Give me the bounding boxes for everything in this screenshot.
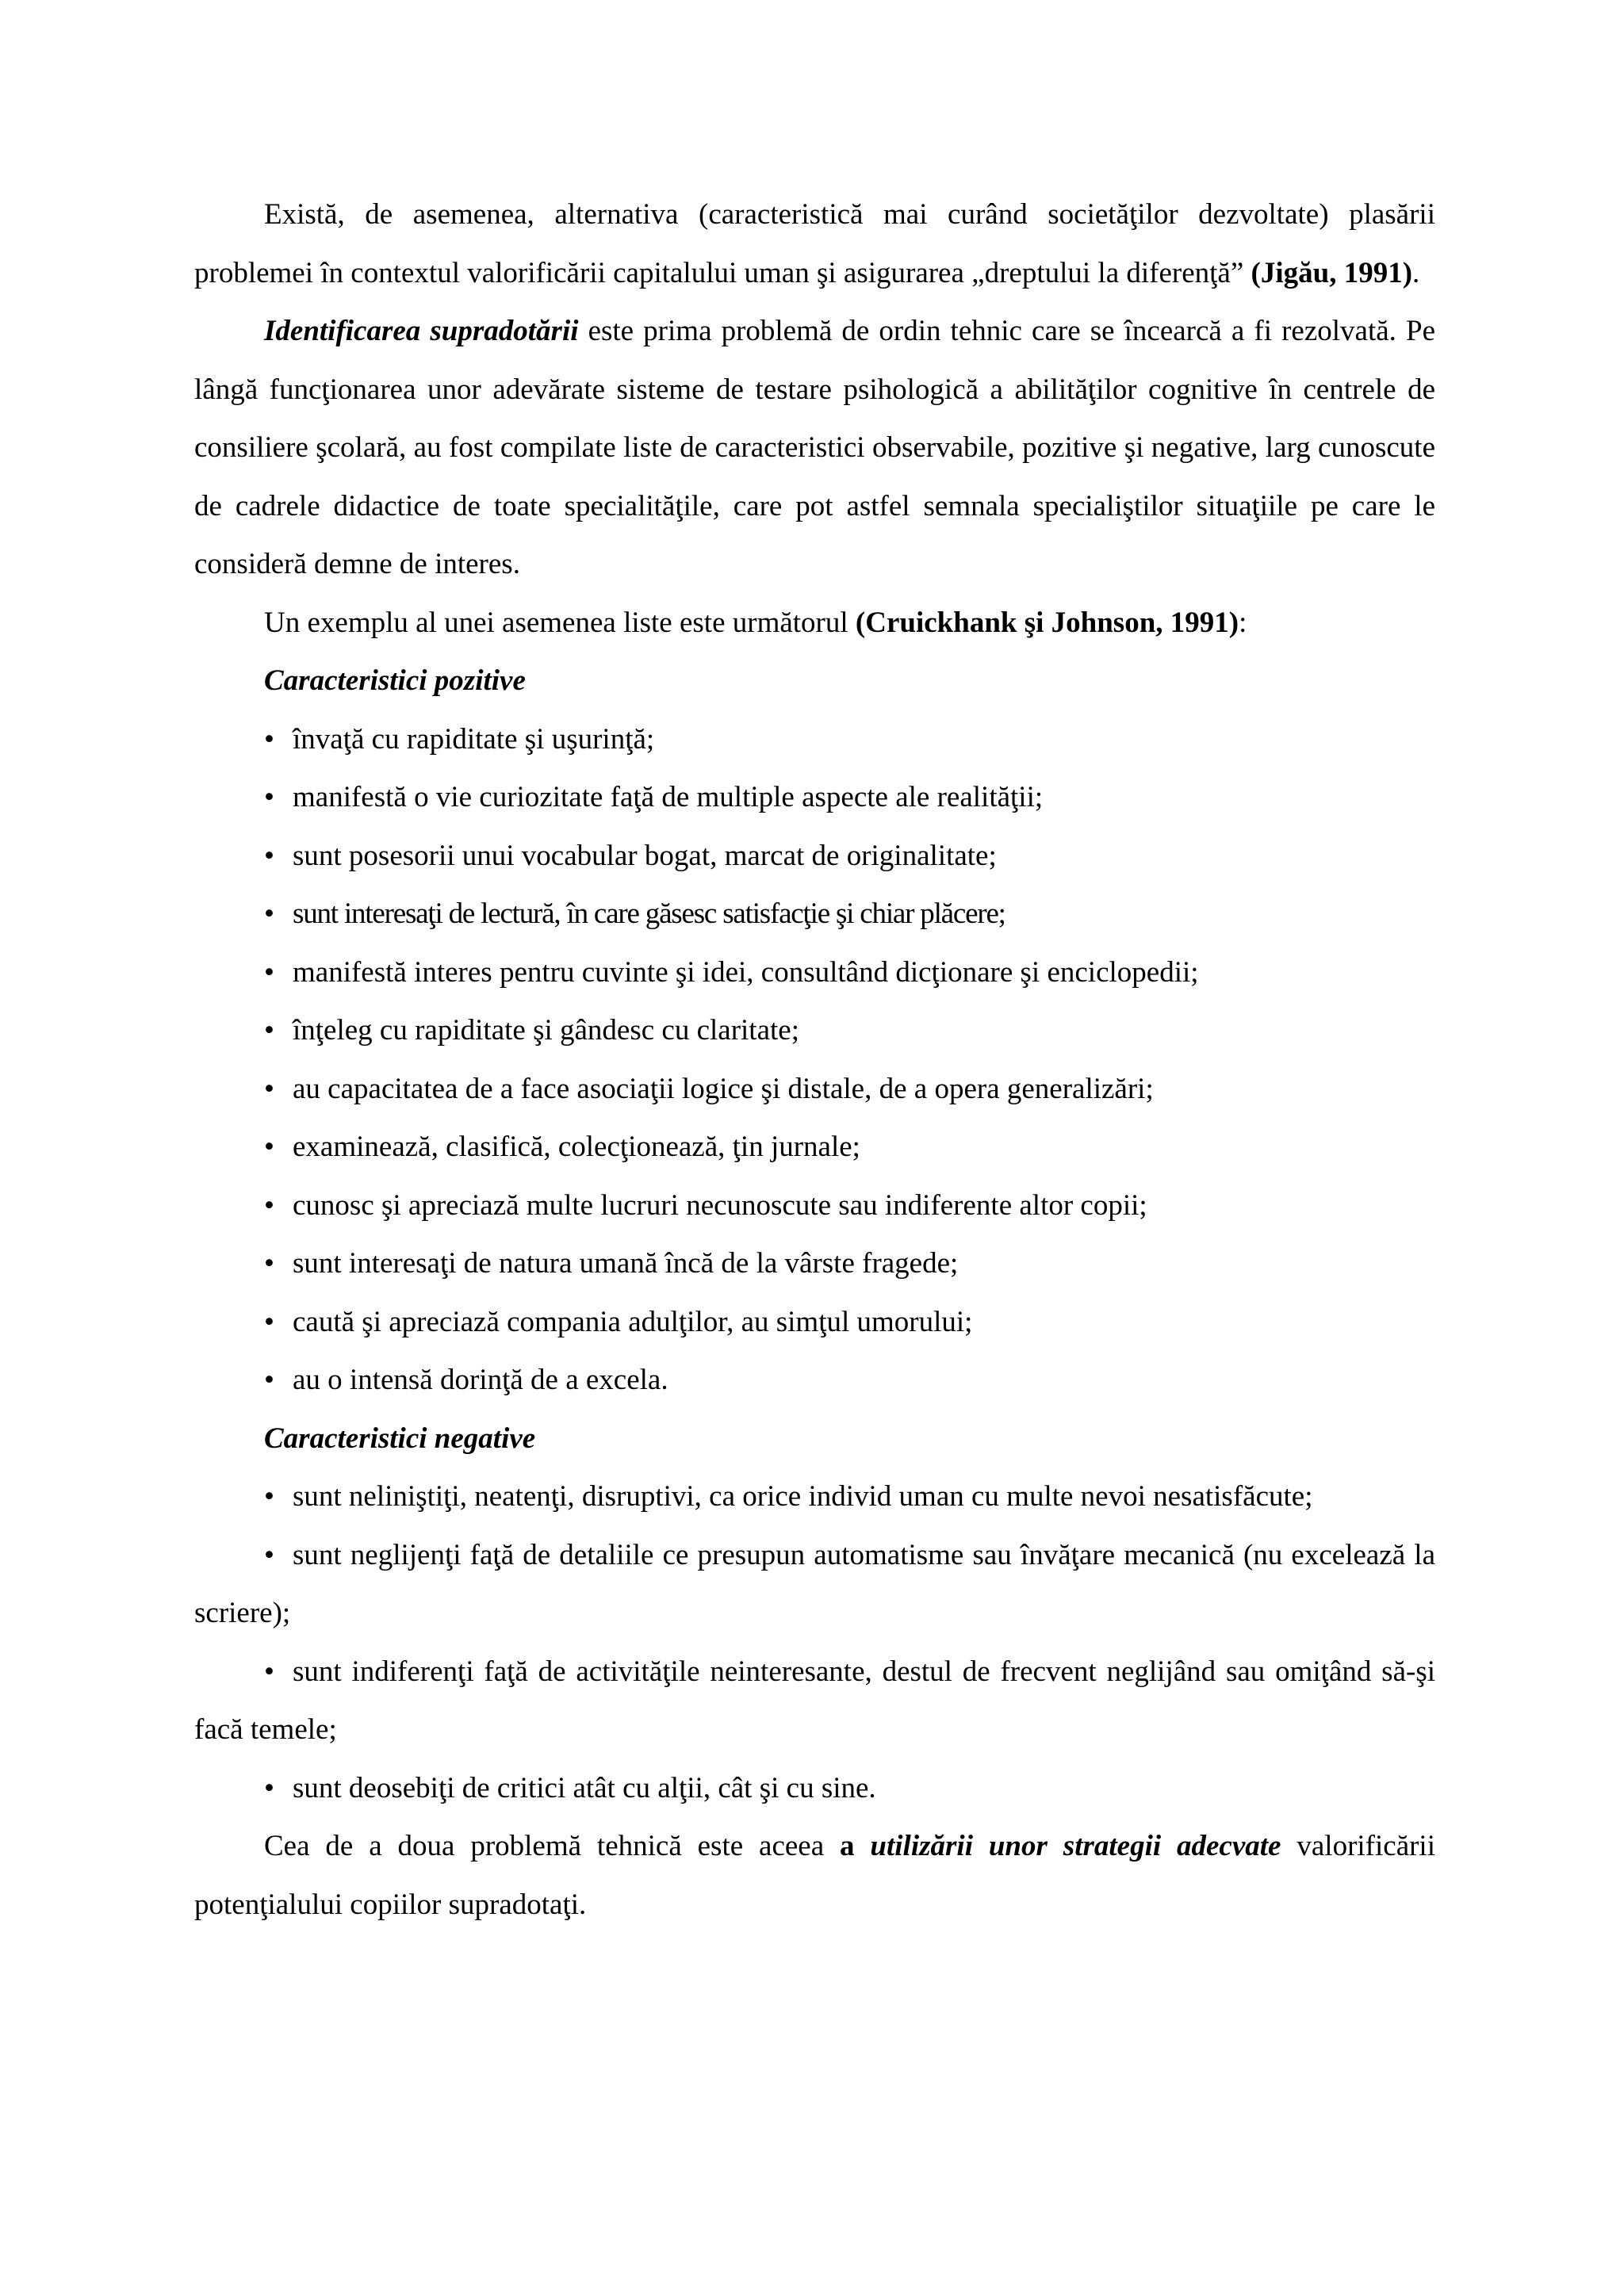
paragraph-text: este prima problemă de ordin tehnic care se încearcă a fi rezolvată. Pe lângă funcţionarea unor adevărate sisteme de testare psihologică a abilităţilor cognitive în centrele de consiliere şcolară, au fost compilate liste de caracteristici observabile, pozitive şi negative, larg cunoscute de cadrele didactice de toate specialităţile, care pot astfel semnala specialiştilor situaţiile pe care le consideră demne de interes. (194, 315, 1435, 580)
list-item-text: sunt indiferenţi faţă de activităţile neinteresante, destul de frecvent neglijând sau omiţând să-şi facă temele; (194, 1655, 1435, 1746)
punctuation: : (1239, 606, 1247, 639)
positive-heading: Caracteristici pozitive (264, 664, 526, 697)
list-item (194, 885, 1435, 943)
list-item-text: manifestă interes pentru cuvinte şi idei, consultând dicţionare şi enciclopedii; (293, 955, 1199, 989)
list-item (194, 1468, 1435, 1526)
list-item (194, 1060, 1435, 1119)
bullet-icon: • (264, 1771, 274, 1804)
list-item (194, 1001, 1435, 1060)
punctuation: . (1412, 256, 1420, 289)
list-item (194, 1293, 1435, 1352)
list-item-text: sunt interesaţi de lectură, în care găsesc satisfacţie şi chiar plăcere; (293, 897, 1005, 930)
bullet-icon: • (264, 1655, 274, 1688)
list-item-text: manifestă o vie curiozitate faţă de multiple aspecte ale realităţii; (293, 781, 1044, 813)
document-page (194, 186, 1435, 1934)
negative-heading: Caracteristici negative (264, 1422, 536, 1455)
list-item (194, 1526, 1435, 1643)
list-item-text: sunt deosebiţi de critici atât cu alţii, cât şi cu sine. (293, 1771, 876, 1804)
list-item (194, 1118, 1435, 1177)
positive-list (194, 710, 1435, 1410)
emphasis-term: utilizării unor strategii adecvate (870, 1830, 1281, 1862)
bullet-icon: • (264, 955, 274, 989)
bullet-icon: • (264, 839, 274, 872)
paragraph-text: Există, de asemenea, alternativa (caracteristică mai curând societăţilor dezvoltate) plasării problemei în contextul valorificării capitalului uman şi asigurarea „dreptului la diferenţă” (194, 198, 1435, 289)
bullet-icon: • (264, 1247, 274, 1280)
bold-word: a (840, 1830, 855, 1862)
list-item (194, 1234, 1435, 1293)
citation: (Cruickhank şi Johnson, 1991) (855, 606, 1239, 639)
negative-list (194, 1468, 1435, 1817)
bullet-icon: • (264, 1072, 274, 1105)
list-item (194, 1177, 1435, 1235)
list-item (194, 1759, 1435, 1818)
list-item-text: sunt neglijenţi faţă de detaliile ce presupun automatisme sau învăţare mecanică (nu excelează la scriere); (194, 1538, 1435, 1629)
bullet-icon: • (264, 1131, 274, 1163)
list-item-text: cunosc şi apreciază multe lucruri necunoscute sau indiferente altor copii; (293, 1188, 1147, 1222)
list-item (194, 710, 1435, 769)
bullet-icon: • (264, 722, 274, 756)
paragraph-text: Un exemplu al unei asemenea liste este următorul (264, 606, 856, 639)
list-item-text: învaţă cu rapiditate şi uşurinţă; (293, 722, 655, 756)
emphasis-term: Identificarea supradotării (264, 315, 579, 347)
list-item-text: înţeleg cu rapiditate şi gândesc cu claritate; (293, 1014, 799, 1047)
list-item-text: sunt interesaţi de natura umană încă de la vârste fragede; (293, 1247, 959, 1280)
list-item (194, 768, 1435, 827)
paragraph-alternative (194, 186, 1435, 302)
list-item-text: au capacitatea de a face asociaţii logice şi distale, de a opera generalizări; (293, 1072, 1154, 1105)
list-item-text: sunt neliniştiţi, neatenţi, disruptivi, ca orice individ uman cu multe nevoi nesatisfăcute; (293, 1480, 1313, 1513)
list-item (194, 943, 1435, 1002)
bullet-icon: • (264, 1305, 274, 1338)
bullet-icon: • (264, 1480, 274, 1513)
paragraph-identification (194, 302, 1435, 594)
bullet-icon: • (264, 781, 274, 813)
list-item (194, 1351, 1435, 1410)
paragraph-strategies (194, 1817, 1435, 1934)
bullet-icon: • (264, 897, 274, 930)
citation: (Jigău, 1991) (1251, 256, 1413, 289)
list-item-text: sunt posesorii unui vocabular bogat, marcat de originalitate; (293, 839, 997, 872)
bullet-icon: • (264, 1538, 274, 1571)
paragraph-text: Cea de a doua problemă tehnică este aceea (264, 1830, 841, 1862)
paragraph-text: valorificării potenţialului copiilor supradotaţi. (194, 1830, 1435, 1921)
bullet-icon: • (264, 1014, 274, 1047)
list-item-text: au o intensă dorinţă de a excela. (293, 1364, 668, 1396)
list-item (194, 827, 1435, 886)
paragraph-example-intro (194, 594, 1435, 652)
list-item-text: examinează, clasifică, colecţionează, ţin jurnale; (293, 1131, 860, 1163)
bullet-icon: • (264, 1188, 274, 1222)
bullet-icon: • (264, 1364, 274, 1396)
list-item (194, 1643, 1435, 1759)
list-item-text: caută şi apreciază compania adulţilor, au simţul umorului; (293, 1305, 973, 1338)
